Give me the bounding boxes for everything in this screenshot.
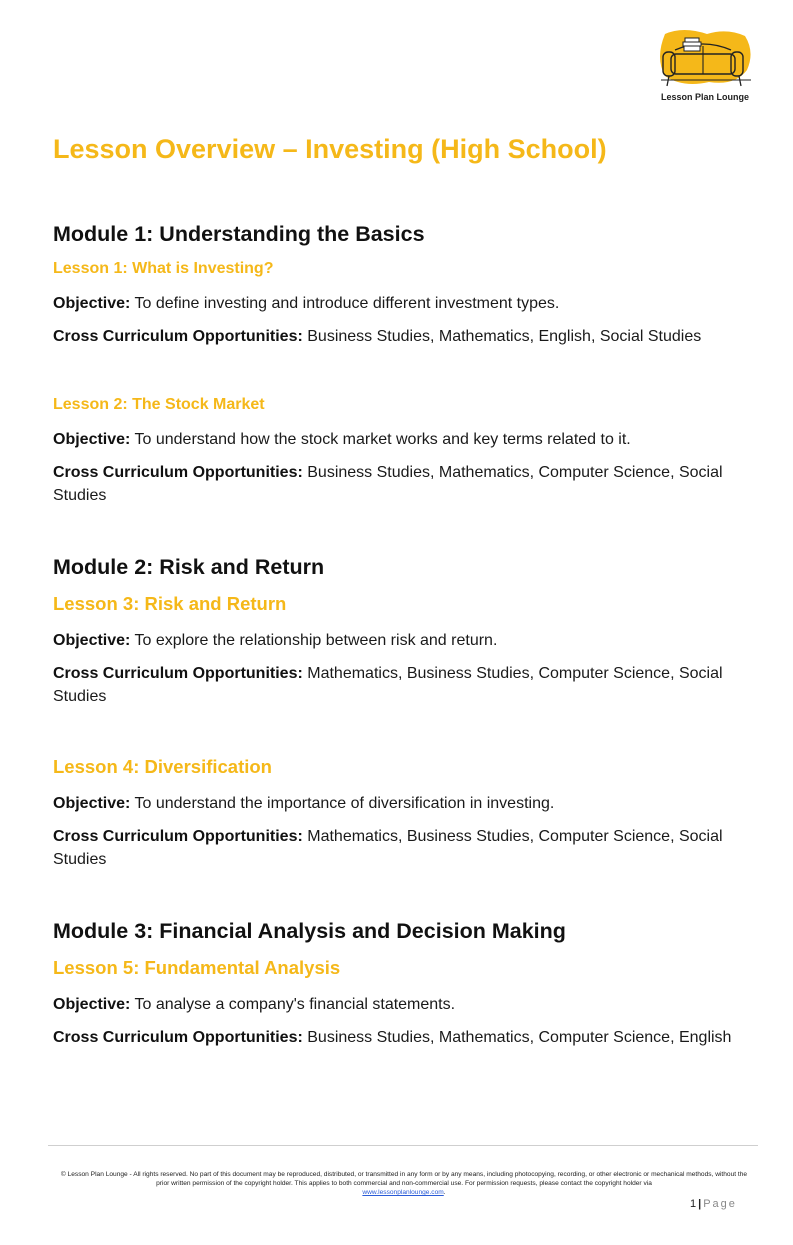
lesson-3-objective xyxy=(53,629,753,652)
lesson-4-objective xyxy=(53,792,753,815)
module-1-title: Module 1: Understanding the Basics xyxy=(53,222,425,246)
lesson-3-title: Lesson 3: Risk and Return xyxy=(53,593,287,614)
page-separator: | xyxy=(698,1198,702,1210)
objective-text: To understand the importance of diversification in investing. xyxy=(134,795,555,812)
cross-curriculum-label: Cross Curriculum Opportunities: xyxy=(53,1029,303,1046)
lesson-1-objective xyxy=(53,292,753,315)
page-label: Page xyxy=(703,1198,737,1210)
spacer xyxy=(53,881,753,919)
module-3-title: Module 3: Financial Analysis and Decision Making xyxy=(53,919,566,943)
lesson-1-cross-curriculum xyxy=(53,325,753,348)
lesson-5-title: Lesson 5: Fundamental Analysis xyxy=(53,957,341,978)
cross-curriculum-text: Business Studies, Mathematics, English, Social Studies xyxy=(307,328,702,345)
page-title: Lesson Overview – Investing (High School) xyxy=(53,134,607,164)
objective-text: To understand how the stock market works and key terms related to it. xyxy=(134,431,631,448)
objective-label: Objective: xyxy=(53,795,131,812)
objective-label: Objective: xyxy=(53,431,131,448)
objective-label: Objective: xyxy=(53,295,131,312)
link-suffix: . xyxy=(443,1189,446,1196)
objective-text: To define investing and introduce different investment types. xyxy=(134,295,560,312)
cross-curriculum-text: Business Studies, Mathematics, Computer Science, Social Studies xyxy=(53,464,723,504)
cross-curriculum-text: Mathematics, Business Studies, Computer Science, Social Studies xyxy=(53,665,723,705)
logo xyxy=(655,28,755,106)
logo-text: Lesson Plan Lounge xyxy=(660,92,749,102)
lesson-3-cross-curriculum xyxy=(53,662,753,708)
lesson-2-objective xyxy=(53,428,753,451)
lesson-4-cross-curriculum xyxy=(53,825,753,871)
cross-curriculum-label: Cross Curriculum Opportunities: xyxy=(53,464,303,481)
lesson-2-cross-curriculum xyxy=(53,461,753,507)
module-2-title: Module 2: Risk and Return xyxy=(53,555,325,579)
cross-curriculum-text: Mathematics, Business Studies, Computer Science, Social Studies xyxy=(53,828,723,868)
cross-curriculum-label: Cross Curriculum Opportunities: xyxy=(53,328,303,345)
spacer xyxy=(53,718,753,756)
cross-curriculum-label: Cross Curriculum Opportunities: xyxy=(53,665,303,682)
objective-label: Objective: xyxy=(53,632,131,649)
footer-copyright xyxy=(55,1170,753,1197)
spacer xyxy=(53,517,753,555)
lesson-5-cross-curriculum xyxy=(53,1026,753,1049)
footer-divider xyxy=(48,1145,758,1146)
lesson-4-title: Lesson 4: Diversification xyxy=(53,756,272,777)
page-number xyxy=(690,1198,737,1210)
objective-label: Objective: xyxy=(53,996,131,1013)
lesson-2-title: Lesson 2: The Stock Market xyxy=(53,396,265,413)
copyright-text: © Lesson Plan Lounge - All rights reserved. No part of this document may be reproduced, distributed, or transmitted in any form or by any means, including photocopying, recording, or other electronic or mechanical methods, without the prior written permission of the copyright holder. This applies to both commercial and non-commercial use. For permission requests, please contact the copyright holder via xyxy=(60,1171,748,1187)
page-number-value: 1 xyxy=(690,1198,697,1210)
website-link[interactable]: www.lessonplanlounge.com xyxy=(362,1189,444,1196)
lesson-5-objective xyxy=(53,993,753,1016)
cross-curriculum-label: Cross Curriculum Opportunities: xyxy=(53,828,303,845)
lesson-1-title: Lesson 1: What is Investing? xyxy=(53,260,274,277)
objective-text: To analyse a company's financial statements. xyxy=(134,996,456,1013)
cross-curriculum-text: Business Studies, Mathematics, Computer Science, English xyxy=(307,1029,732,1046)
lesson-overview xyxy=(53,222,753,1059)
objective-text: To explore the relationship between risk and return. xyxy=(134,632,498,649)
couch-books-logo-icon xyxy=(655,28,755,92)
spacer xyxy=(53,358,753,396)
